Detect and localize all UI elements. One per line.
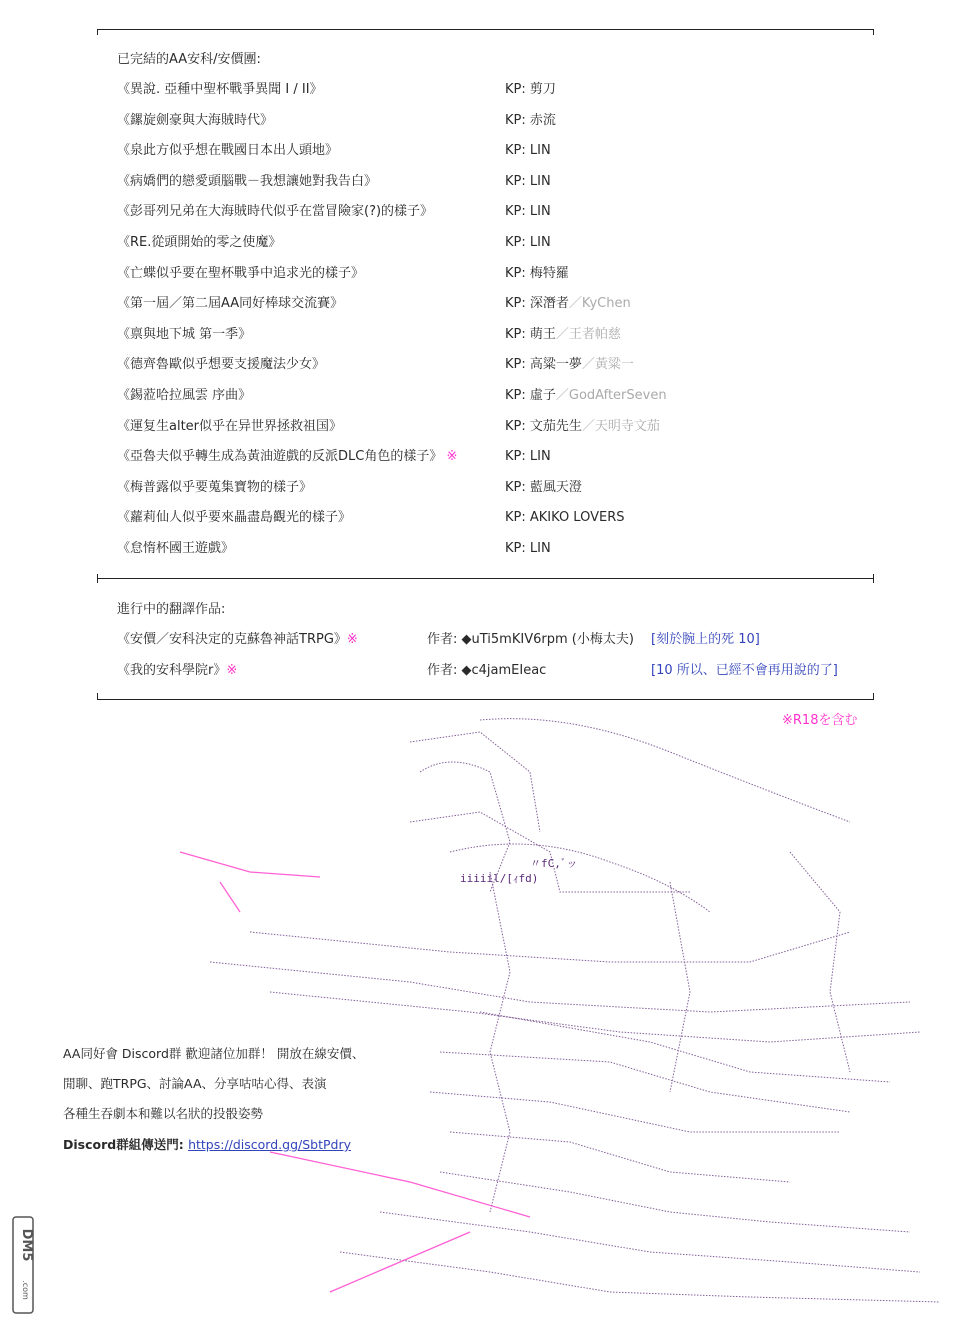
kp-text: KP: LIN	[505, 541, 551, 556]
ongoing-author: 作者: ◆uTi5mKIV6rpm (小梅太夫)	[427, 632, 634, 647]
title-text: 《第一屆／第二屆AA同好棒球交流賽》	[117, 296, 344, 312]
title-text: 《德齊魯歐似乎想要支援魔法少女》	[117, 357, 326, 373]
completed-kp	[505, 480, 582, 496]
title-text: 《梅普露似乎要蒐集寶物的樣子》	[117, 479, 313, 495]
completed-kp	[505, 143, 551, 159]
completed-kp	[505, 296, 631, 312]
kp-text: KP: 藍風天澄	[505, 479, 582, 495]
kp-extra: ／GodAfterSeven	[555, 388, 667, 403]
r18-mark: ※	[446, 449, 458, 465]
discord-link-label: Discord群組傳送門:	[63, 1137, 189, 1152]
ongoing-title	[117, 663, 237, 679]
title-text: 《彭哥列兄弟在大海賊時代似乎在當冒險家(?)的樣子》	[117, 204, 434, 220]
completed-title	[117, 449, 457, 465]
title-text: 《鏍旋劍豪與大海賊時代》	[117, 112, 274, 128]
kp-text: KP: LIN	[505, 449, 551, 465]
promo-line-2: 閒聊、跑TRPG、討論AA、分享咕咕心得、表演	[63, 1076, 327, 1091]
kp-text: KP: LIN	[505, 204, 551, 220]
title-text: 《亡蝶似乎要在聖杯戰爭中追求光的樣子》	[117, 265, 365, 281]
ongoing-title	[117, 632, 358, 648]
completed-title	[117, 204, 433, 220]
kp-text: KP: 文茄先生	[505, 418, 582, 434]
completed-kp	[505, 266, 569, 282]
ongoing-chapter-link[interactable]: [10 所以、已經不會再用說的了]	[651, 663, 838, 678]
ongoing-author: 作者: ◆c4jamEIeac	[427, 663, 547, 678]
completed-title	[117, 510, 351, 526]
r18-note: ※R18を含む	[782, 713, 858, 728]
ongoing-chapter-link[interactable]: [刻於腕上的死 10]	[651, 632, 760, 647]
completed-title	[117, 541, 234, 557]
promo-line-1: AA同好會 Discord群 歡迎諸位加群！ 開放在線安價、	[63, 1046, 365, 1061]
kp-text: KP: 萌王	[505, 326, 556, 342]
title-text: 《異說. 亞種中聖杯戰爭異聞 I / II》	[117, 82, 323, 97]
title-text: 《泉此方似乎想在戰國日本出人頭地》	[117, 143, 339, 159]
kp-extra: ／黃粱一	[581, 357, 634, 373]
completed-title	[117, 357, 325, 373]
svg-text:.com: .com	[21, 1280, 30, 1300]
title-text: 《安價／安科決定的克蘇魯神話TRPG》	[117, 632, 347, 647]
kp-text: KP: 剪刀	[505, 82, 556, 97]
title-text: 《錫蒞哈拉風雲 序曲》	[117, 388, 252, 403]
title-text: 《病嬌們的戀愛頭腦戰－我想讓她對我告白》	[117, 173, 378, 189]
middle-divider	[97, 578, 874, 579]
kp-text: KP: 高粱一夢	[505, 357, 582, 373]
title-text: 《禀與地下城 第一季》	[117, 326, 252, 342]
bottom-divider	[97, 699, 874, 700]
completed-heading: 已完結的AA安科/安價團:	[117, 52, 261, 67]
completed-kp	[505, 388, 667, 404]
kp-extra: ／KyChen	[568, 296, 631, 312]
dm5-logo	[12, 1215, 34, 1315]
completed-kp	[505, 357, 634, 373]
title-text: 《蘿莉仙人似乎要來畾盡島觀光的樣子》	[117, 510, 352, 526]
title-text: 《亞魯夫似乎轉生成為黃油遊戲的反派DLC角色的樣子》	[117, 449, 443, 465]
completed-title	[117, 82, 323, 98]
promo-line-3: 各種生吞劇本和難以名狀的投骰姿勢	[63, 1106, 264, 1121]
discord-link[interactable]: https://discord.gg/SbtPdry	[188, 1137, 351, 1152]
completed-title	[117, 174, 377, 190]
r18-mark: ※	[226, 663, 238, 678]
completed-kp	[505, 419, 660, 435]
kp-extra: ／天明寺文茄	[581, 418, 660, 434]
title-text: 《RE.從頭開始的零之使魔》	[117, 235, 282, 250]
ascii-face-text-2: iiiiil/[ｨfd)	[460, 872, 539, 885]
svg-text:DM5: DM5	[19, 1228, 34, 1262]
completed-kp	[505, 174, 551, 190]
ongoing-heading: 進行中的翻譯作品:	[117, 602, 226, 617]
completed-kp	[505, 541, 551, 557]
top-divider	[97, 29, 874, 30]
kp-text: KP: 虛子	[505, 388, 556, 403]
kp-text: KP: LIN	[505, 235, 551, 250]
completed-title	[117, 143, 338, 159]
kp-text: KP: 赤流	[505, 112, 556, 128]
completed-kp	[505, 82, 556, 98]
completed-title	[117, 419, 342, 435]
completed-title	[117, 327, 251, 343]
completed-title	[117, 266, 364, 282]
r18-mark: ※	[346, 632, 358, 647]
completed-kp	[505, 327, 621, 343]
ascii-face-text: 〃fC,ﾞッ	[530, 857, 578, 870]
title-text: 《怠惰杯國王遊戲》	[117, 541, 235, 556]
completed-title	[117, 113, 273, 129]
completed-kp	[505, 449, 551, 465]
completed-kp	[505, 113, 556, 129]
completed-kp	[505, 510, 624, 526]
completed-title	[117, 235, 281, 251]
completed-title	[117, 388, 251, 404]
title-text: 《運复生alter似乎在异世界拯救祖国》	[117, 418, 343, 434]
kp-text: KP: AKIKO LOVERS	[505, 510, 625, 526]
kp-text: KP: 梅特羅	[505, 265, 569, 281]
completed-title	[117, 480, 312, 496]
kp-text: KP: LIN	[505, 143, 551, 159]
title-text: 《我的安科學院r》	[117, 663, 227, 678]
ascii-art-illustration	[150, 712, 940, 1312]
completed-title	[117, 296, 343, 312]
kp-text: KP: 深潛者	[505, 296, 569, 312]
completed-kp	[505, 235, 551, 251]
kp-text: KP: LIN	[505, 173, 551, 189]
kp-extra: ／王者帕慈	[555, 326, 621, 342]
completed-kp	[505, 204, 551, 220]
